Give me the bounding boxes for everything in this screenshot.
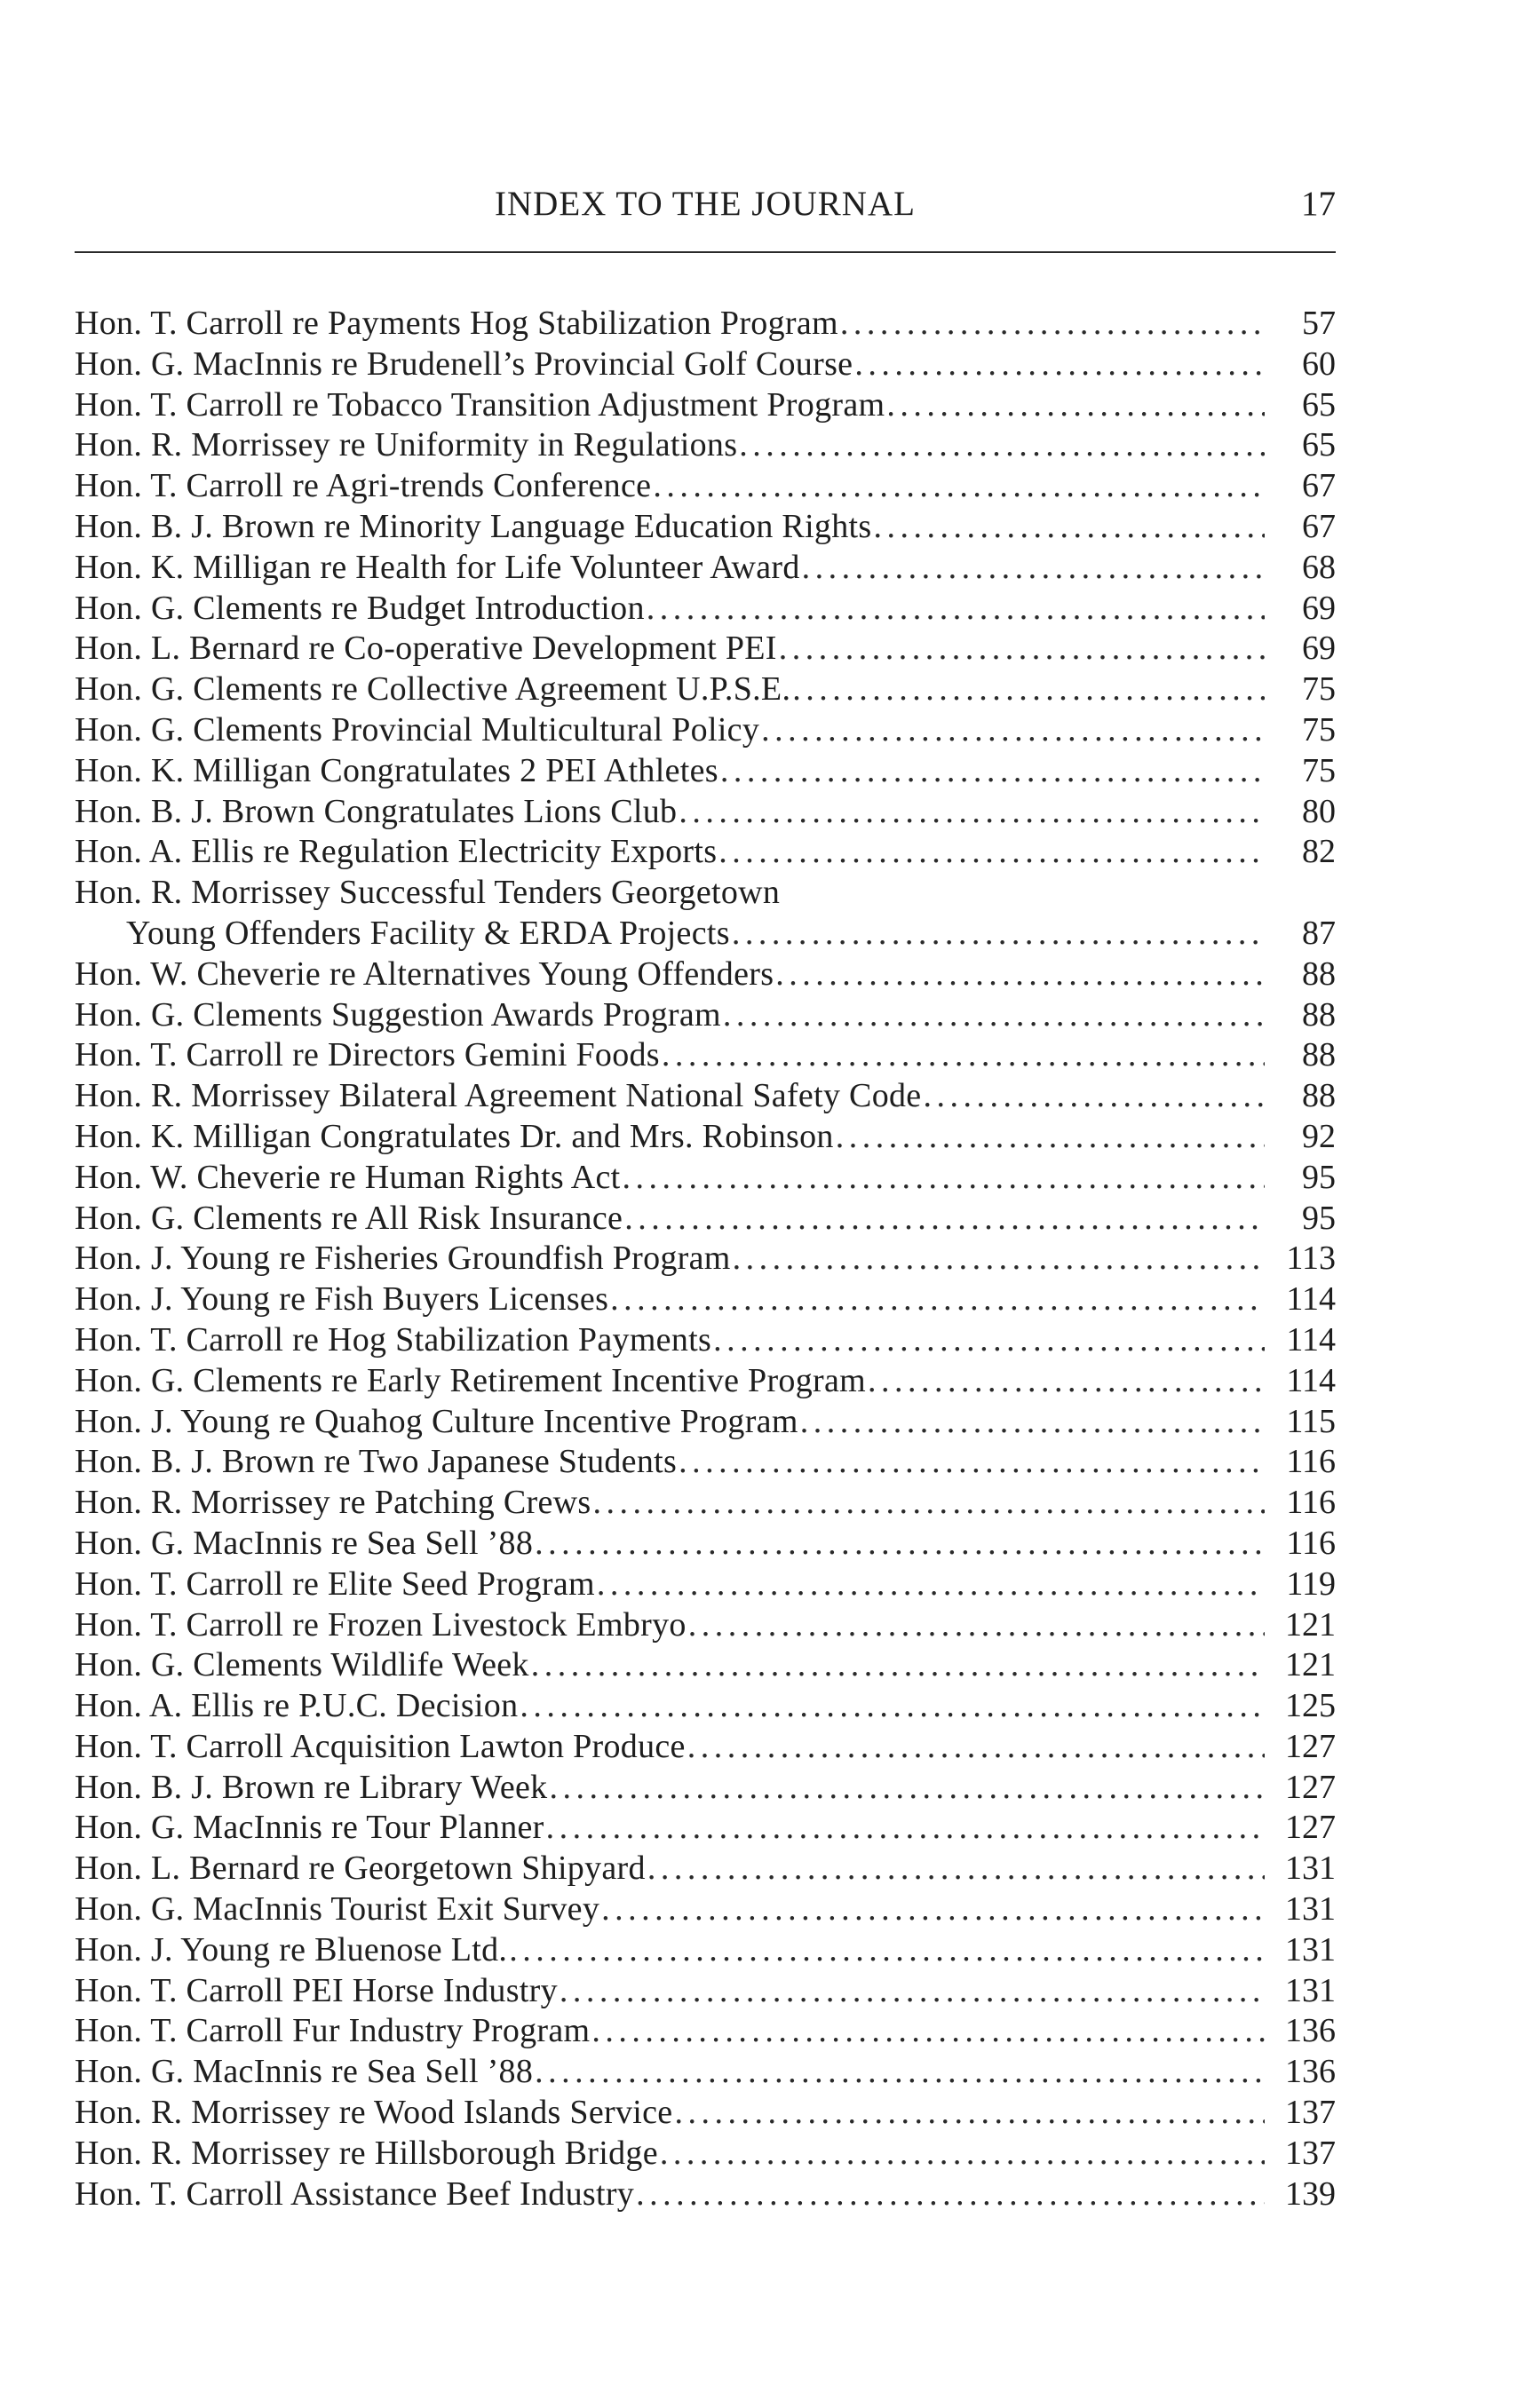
dot-leader <box>592 1483 1265 1524</box>
entry-page-number: 116 <box>1286 1484 1336 1522</box>
dot-leader <box>535 2052 1265 2093</box>
dot-leader <box>549 1768 1265 1809</box>
index-entry <box>75 1076 1336 1117</box>
dot-leader <box>597 1564 1265 1605</box>
dot-leader <box>636 2174 1265 2215</box>
entry-text: Hon. B. J. Brown Congratulates Lions Club <box>75 792 678 830</box>
dot-leader <box>662 1035 1265 1076</box>
entry-page-number: 67 <box>1302 467 1336 505</box>
entry-page-number: 131 <box>1285 1890 1336 1929</box>
index-entry <box>75 1320 1336 1361</box>
entry-page-number: 75 <box>1302 710 1336 749</box>
entry-text: Hon. L. Bernard re Georgetown Shipyard <box>75 1850 646 1888</box>
dot-leader <box>509 1930 1265 1971</box>
entry-page-number: 88 <box>1302 1036 1336 1074</box>
entry-page-number: 121 <box>1285 1646 1336 1684</box>
dot-leader <box>647 589 1265 630</box>
index-entry <box>75 710 1336 751</box>
entry-text: Hon. T. Carroll re Agri-trends Conference <box>75 467 652 505</box>
index-entry <box>75 2174 1336 2215</box>
entry-page-number: 116 <box>1286 1524 1336 1562</box>
entry-page-number: 116 <box>1286 1443 1336 1481</box>
dot-leader <box>520 1686 1265 1727</box>
dot-leader <box>733 1239 1265 1279</box>
index-entry <box>75 1849 1336 1889</box>
index-entry <box>75 1117 1336 1158</box>
index-entry <box>75 1279 1336 1320</box>
index-entry <box>75 466 1336 507</box>
entry-text: Hon. G. MacInnis re Tour Planner <box>75 1809 544 1847</box>
entry-page-number: 88 <box>1302 954 1336 993</box>
dot-leader <box>687 1727 1265 1768</box>
index-entry <box>75 507 1336 548</box>
entry-page-number: 139 <box>1285 2174 1336 2213</box>
entry-text: Hon. G. Clements Provincial Multicultural Policy <box>75 710 760 749</box>
entry-page-number: 68 <box>1302 548 1336 586</box>
entry-text: Hon. T. Carroll re Directors Gemini Foods <box>75 1036 660 1074</box>
dot-leader <box>624 1199 1265 1240</box>
index-entry <box>75 2052 1336 2093</box>
entry-text: Hon. R. Morrissey re Patching Crews <box>75 1484 591 1522</box>
entry-page-number: 80 <box>1302 792 1336 830</box>
dot-leader <box>720 751 1265 792</box>
entry-page-number: 137 <box>1285 2134 1336 2172</box>
index-entry <box>75 1605 1336 1646</box>
entry-page-number: 119 <box>1286 1564 1336 1603</box>
entry-text: Hon. A. Ellis re P.U.C. Decision <box>75 1687 519 1725</box>
index-entry-list <box>75 304 1336 2214</box>
entry-page-number: 75 <box>1302 751 1336 789</box>
entry-text: Hon. G. MacInnis re Brudenell’s Provincial Golf Course <box>75 345 853 383</box>
dot-leader <box>761 710 1265 751</box>
dot-leader <box>660 2134 1265 2174</box>
entry-page-number: 125 <box>1285 1687 1336 1725</box>
entry-page-number: 131 <box>1285 1850 1336 1888</box>
dot-leader <box>868 1361 1265 1402</box>
header-rule <box>75 251 1336 253</box>
running-title: INDEX TO THE JOURNAL <box>495 185 916 223</box>
entry-page-number: 88 <box>1302 995 1336 1034</box>
dot-leader <box>610 1279 1265 1320</box>
page-number: 17 <box>1301 185 1336 223</box>
dot-leader <box>854 345 1265 385</box>
dot-leader <box>591 2011 1265 2052</box>
index-entry <box>75 304 1336 345</box>
dot-leader <box>546 1808 1265 1849</box>
dot-leader <box>601 1889 1265 1930</box>
index-entry <box>75 1768 1336 1809</box>
entry-page-number: 114 <box>1286 1280 1336 1319</box>
dot-leader <box>623 1158 1266 1199</box>
index-entry <box>75 1239 1336 1279</box>
index-entry <box>75 1930 1336 1971</box>
index-entry <box>75 954 1336 995</box>
index-entry <box>75 1564 1336 1605</box>
index-entry <box>75 1686 1336 1727</box>
index-entry <box>75 1199 1336 1240</box>
entry-text: Hon. J. Young re Fish Buyers Licenses <box>75 1280 609 1319</box>
entry-text: Hon. G. Clements re Collective Agreement U.P.S.E. <box>75 670 791 709</box>
index-entry <box>75 1483 1336 1524</box>
index-entry <box>75 792 1336 833</box>
entry-page-number: 88 <box>1302 1077 1336 1115</box>
dot-leader <box>886 385 1265 426</box>
entry-page-number: 127 <box>1285 1727 1336 1765</box>
entry-text: Hon. K. Milligan Congratulates Dr. and Mrs. Robinson <box>75 1117 834 1155</box>
index-entry <box>75 1971 1336 2012</box>
entry-text: Hon. W. Cheverie re Human Rights Act <box>75 1158 621 1196</box>
index-entry <box>75 2011 1336 2052</box>
index-entry <box>75 2093 1336 2134</box>
dot-leader <box>840 304 1265 345</box>
dot-leader <box>647 1849 1265 1889</box>
entry-text: Hon. T. Carroll PEI Horse Industry <box>75 1971 558 2009</box>
entry-page-number: 82 <box>1302 833 1336 871</box>
dot-leader <box>531 1645 1265 1686</box>
entry-text: Hon. G. Clements Wildlife Week <box>75 1646 529 1684</box>
entry-text: Hon. R. Morrissey Successful Tenders Georgetown <box>75 874 781 912</box>
dot-leader <box>535 1524 1265 1564</box>
index-entry <box>75 669 1336 710</box>
entry-text: Hon. G. Clements re All Risk Insurance <box>75 1199 623 1237</box>
entry-page-number: 75 <box>1302 670 1336 709</box>
entry-text: Hon. T. Carroll re Tobacco Transition Adjustment Program <box>75 385 885 424</box>
entry-text: Hon. G. Clements re Budget Introduction <box>75 589 645 627</box>
entry-text: Hon. B. J. Brown re Library Week <box>75 1768 548 1806</box>
entry-page-number: 114 <box>1286 1361 1336 1399</box>
index-entry <box>75 2134 1336 2174</box>
entry-page-number: 127 <box>1285 1809 1336 1847</box>
entry-text: Young Offenders Facility & ERDA Projects <box>126 914 730 952</box>
entry-page-number: 127 <box>1285 1768 1336 1806</box>
index-entry <box>75 1442 1336 1483</box>
dot-leader <box>739 425 1265 466</box>
entry-text: Hon. K. Milligan re Health for Life Volunteer Award <box>75 548 800 586</box>
dot-leader <box>674 2093 1265 2134</box>
index-entry <box>75 1645 1336 1686</box>
entry-text: Hon. T. Carroll Fur Industry Program <box>75 2012 591 2050</box>
entry-text: Hon. T. Carroll Acquisition Lawton Produce <box>75 1727 686 1765</box>
entry-page-number: 69 <box>1302 589 1336 627</box>
index-entry <box>75 345 1336 385</box>
entry-text: Hon. G. MacInnis re Sea Sell ’88 <box>75 1524 534 1562</box>
index-entry <box>75 1402 1336 1443</box>
entry-page-number: 65 <box>1302 426 1336 464</box>
entry-text: Hon. T. Carroll re Elite Seed Program <box>75 1564 595 1603</box>
dot-leader <box>679 792 1265 833</box>
entry-page-number: 114 <box>1286 1320 1336 1358</box>
page-header <box>75 178 1336 231</box>
entry-text: Hon. A. Ellis re Regulation Electricity Exports <box>75 833 718 871</box>
entry-text: Hon. R. Morrissey re Uniformity in Regulations <box>75 426 738 464</box>
dot-leader <box>873 507 1265 548</box>
entry-page-number: 115 <box>1286 1402 1336 1440</box>
index-entry <box>75 1727 1336 1768</box>
entry-page-number: 95 <box>1302 1199 1336 1237</box>
dot-leader <box>718 832 1265 873</box>
entry-page-number: 136 <box>1285 2012 1336 2050</box>
dot-leader <box>802 548 1265 589</box>
entry-page-number: 121 <box>1285 1605 1336 1644</box>
entry-page-number: 137 <box>1285 2094 1336 2132</box>
entry-page-number: 92 <box>1302 1117 1336 1155</box>
entry-page-number: 65 <box>1302 385 1336 424</box>
index-entry <box>75 1889 1336 1930</box>
dot-leader <box>679 1442 1265 1483</box>
index-entry <box>75 1524 1336 1564</box>
entry-page-number: 67 <box>1302 507 1336 545</box>
entry-text: Hon. T. Carroll Assistance Beef Industry <box>75 2174 635 2213</box>
entry-text: Hon. R. Morrissey Bilateral Agreement National Safety Code <box>75 1077 922 1115</box>
entry-text: Hon. R. Morrissey re Wood Islands Service <box>75 2094 673 2132</box>
entry-text: Hon. G. Clements re Early Retirement Incentive Program <box>75 1361 866 1399</box>
entry-text: Hon. T. Carroll re Hog Stabilization Payments <box>75 1320 712 1358</box>
index-entry <box>75 1808 1336 1849</box>
entry-text: Hon. L. Bernard re Co-operative Development PEI <box>75 630 777 668</box>
entry-page-number: 95 <box>1302 1158 1336 1196</box>
entry-page-number: 131 <box>1285 1971 1336 2009</box>
entry-page-number: 87 <box>1302 914 1336 952</box>
entry-text: Hon. B. J. Brown re Two Japanese Students <box>75 1443 678 1481</box>
entry-page-number: 131 <box>1285 1930 1336 1968</box>
dot-leader <box>923 1076 1265 1117</box>
dot-leader <box>688 1605 1265 1646</box>
entry-text: Hon. R. Morrissey re Hillsborough Bridge <box>75 2134 658 2172</box>
entry-text: Hon. B. J. Brown re Minority Language Education Rights <box>75 507 872 545</box>
entry-page-number: 113 <box>1286 1240 1336 1278</box>
dot-leader <box>779 629 1265 669</box>
dot-leader <box>653 466 1265 507</box>
index-entry <box>75 548 1336 589</box>
dot-leader <box>732 914 1265 954</box>
dot-leader <box>792 669 1265 710</box>
index-entry <box>75 589 1336 630</box>
index-entry <box>75 385 1336 426</box>
entry-page-number: 57 <box>1302 305 1336 342</box>
dot-leader <box>713 1320 1265 1361</box>
entry-page-number: 60 <box>1302 345 1336 383</box>
entry-text: Hon. G. MacInnis Tourist Exit Survey <box>75 1890 600 1929</box>
entry-text: Hon. W. Cheverie re Alternatives Young Offenders <box>75 954 774 993</box>
entry-text: Hon. T. Carroll re Frozen Livestock Embryo <box>75 1605 687 1644</box>
index-entry <box>75 1158 1336 1199</box>
entry-text: Hon. G. Clements Suggestion Awards Program <box>75 995 721 1034</box>
entry-page-number: 69 <box>1302 630 1336 668</box>
entry-page-number: 136 <box>1285 2053 1336 2091</box>
entry-text: Hon. J. Young re Quahog Culture Incentive Program <box>75 1402 798 1440</box>
index-entry <box>75 425 1336 466</box>
entry-text: Hon. K. Milligan Congratulates 2 PEI Athletes <box>75 751 718 789</box>
index-entry <box>75 914 1336 954</box>
index-entry <box>75 1035 1336 1076</box>
dot-leader <box>800 1402 1265 1443</box>
dot-leader <box>836 1117 1265 1158</box>
entry-text: Hon. J. Young re Bluenose Ltd. <box>75 1930 508 1968</box>
entry-text: Hon. J. Young re Fisheries Groundfish Program <box>75 1240 731 1278</box>
index-entry <box>75 629 1336 669</box>
entry-text: Hon. G. MacInnis re Sea Sell ’88 <box>75 2053 534 2091</box>
entry-text: Hon. T. Carroll re Payments Hog Stabilization Program <box>75 305 838 342</box>
dot-leader <box>723 995 1265 1036</box>
index-entry <box>75 1361 1336 1402</box>
dot-leader <box>560 1971 1265 2012</box>
index-entry <box>75 995 1336 1036</box>
index-entry <box>75 751 1336 792</box>
dot-leader <box>775 954 1265 995</box>
index-entry <box>75 873 1336 914</box>
index-entry <box>75 832 1336 873</box>
